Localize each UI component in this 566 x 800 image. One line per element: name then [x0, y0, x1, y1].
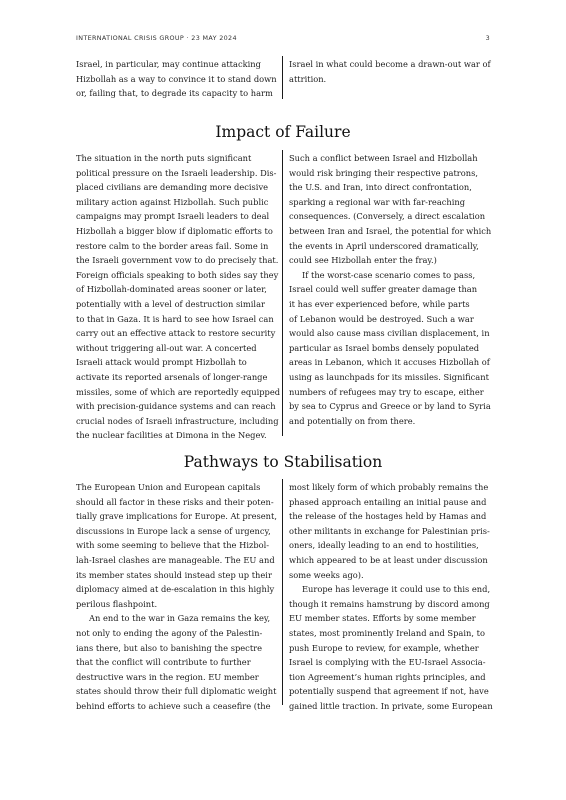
section2-right-column — [289, 480, 494, 714]
text-line: An end to the war in Gaza remains the key, — [89, 613, 271, 624]
section2-left-column — [76, 480, 281, 714]
text-line: lah-Israel clashes are manageable. The EU and — [76, 554, 275, 565]
text-line: The European Union and European capitals — [76, 482, 261, 492]
column-divider — [282, 479, 283, 705]
text-line: numbers of refugees may try to escape, either — [289, 386, 484, 397]
text-line: the nuclear facilities at Dimona in the Negev. — [76, 430, 267, 441]
column-divider — [282, 150, 283, 436]
text-line: could see Hizbollah enter the fray.) — [289, 255, 437, 266]
text-line: political pressure on the Israeli leadership. Dis- — [76, 167, 277, 178]
text-line: other militants in exchange for Palestinian pris- — [289, 525, 490, 536]
text-line: activate its reported arsenals of longer-range — [76, 371, 268, 382]
text-line: Such a conflict between Israel and Hizbollah — [289, 153, 478, 163]
text-line: tially grave implications for Europe. At present, — [76, 511, 277, 522]
text-line: discussions in Europe lack a sense of urgency, — [76, 525, 271, 536]
section1-left-column — [76, 151, 281, 443]
text-line: restore calm to the border areas fail. Some in — [76, 240, 269, 251]
text-line: or, failing that, to degrade its capacity to harm — [76, 88, 273, 99]
text-line: would risk bringing their respective patrons, — [289, 167, 478, 178]
text-line: diplomacy aimed at de-escalation in this highly — [76, 584, 275, 595]
text-line: Hizbollah as a way to convince it to stand down — [76, 73, 277, 84]
intro-left-column — [76, 57, 281, 101]
text-line: between Iran and Israel, the potential for which — [289, 225, 492, 236]
text-line: placed civilians are demanding more decisive — [76, 182, 269, 193]
text-line: destructive wars in the region. EU member — [76, 671, 259, 682]
column-divider — [282, 56, 283, 99]
text-line: campaigns may prompt Israeli leaders to deal — [76, 211, 270, 222]
text-line: Israeli attack would prompt Hizbollah to — [76, 357, 247, 368]
running-header — [76, 34, 490, 44]
text-line: with precision-guidance systems and can reach — [76, 401, 276, 412]
text-line: military action against Hizbollah. Such public — [76, 196, 269, 207]
text-line: oners, ideally leading to an end to hostilities, — [289, 540, 479, 551]
text-line: should all factor in these risks and their poten- — [76, 496, 274, 507]
text-line: Israel in what could become a drawn-out war of — [289, 59, 491, 69]
text-line: Europe has leverage it could use to this end, — [302, 584, 491, 595]
text-line: of Hizbollah-dominated areas sooner or later, — [76, 284, 267, 295]
text-line: states should throw their full diplomatic weight — [76, 686, 277, 697]
text-line: sparking a regional war with far-reaching — [289, 196, 466, 207]
section1-right-column — [289, 151, 494, 428]
text-line: of Lebanon would be destroyed. Such a war — [289, 313, 474, 324]
text-line: without triggering all-out war. A concerted — [76, 342, 257, 353]
text-line: behind efforts to achieve such a ceasefire (the — [76, 700, 271, 711]
text-line: crucial nodes of Israeli infrastructure, including — [76, 415, 279, 426]
text-line: potentially suspend that agreement if not, have — [289, 686, 489, 697]
text-line: EU member states. Efforts by some member — [289, 613, 476, 624]
text-line: that the conflict will contribute to further — [76, 657, 251, 668]
text-line: ians there, but also to banishing the spectre — [76, 642, 263, 653]
text-line: and potentially on from there. — [289, 415, 416, 426]
text-line: not only to ending the agony of the Palestin- — [76, 627, 263, 638]
text-line: would also cause mass civilian displacement, in — [289, 328, 490, 339]
text-line: using as launchpads for its missiles. Significant — [289, 371, 489, 382]
intro-right-column — [289, 57, 494, 86]
text-line: the Israeli government vow to do precisely that. — [76, 255, 279, 266]
text-line: carry out an effective attack to restore security — [76, 328, 276, 339]
section-heading-pathways-to-stabilisation: Pathways to Stabilisation — [183, 453, 383, 471]
text-line: which appeared to be at least under discussion — [289, 554, 488, 565]
text-line: Israel, in particular, may continue attacking — [76, 59, 261, 69]
section-heading-impact-of-failure: Impact of Failure — [215, 123, 351, 141]
text-line: gained little traction. In private, some European — [289, 700, 493, 711]
text-line: by sea to Cyprus and Greece or by land to Syria — [289, 401, 491, 412]
text-line: with some seeming to believe that the Hizbol- — [76, 540, 270, 551]
text-line: states, most prominently Ireland and Spain, to — [289, 627, 485, 638]
text-line: push Europe to review, for example, whether — [289, 642, 479, 653]
text-line: the events in April underscored dramatically, — [289, 240, 479, 251]
header-publisher-date: INTERNATIONAL CRISIS GROUP · 23 MAY 2024 — [76, 34, 237, 42]
text-line: its member states should instead step up their — [76, 569, 272, 580]
text-line: phased approach entailing an initial pause and — [289, 496, 487, 507]
text-line: consequences. (Conversely, a direct escalation — [289, 211, 486, 222]
text-line: some weeks ago). — [289, 569, 364, 580]
text-line: to that in Gaza. It is hard to see how Israel can — [76, 313, 274, 324]
text-line: Foreign officials speaking to both sides say they — [76, 269, 279, 280]
text-line: the release of the hostages held by Hamas and — [289, 511, 487, 522]
text-line: missiles, some of which are reportedly equipped — [76, 386, 281, 397]
text-line: areas in Lebanon, which it accuses Hizbollah of — [289, 357, 490, 368]
text-line: the U.S. and Iran, into direct confrontation, — [289, 182, 472, 193]
text-line: tion Agreement’s human rights principles, and — [289, 671, 486, 682]
text-line: Hizbollah a bigger blow if diplomatic efforts to — [76, 225, 273, 236]
text-line: The situation in the north puts significant — [76, 153, 252, 163]
page-number: 3 — [485, 34, 490, 42]
text-line: attrition. — [289, 73, 327, 84]
text-line: If the worst-case scenario comes to pass, — [302, 269, 476, 280]
text-line: though it remains hamstrung by discord among — [289, 598, 490, 609]
text-line: perilous flashpoint. — [76, 598, 158, 609]
text-line: most likely form of which probably remains the — [289, 482, 489, 492]
text-line: it has ever experienced before, while parts — [289, 298, 470, 309]
text-line: Israel could well suffer greater damage than — [289, 284, 478, 295]
text-line: potentially with a level of destruction similar — [76, 298, 266, 309]
text-line: particular as Israel bombs densely populated — [289, 342, 480, 353]
text-line: Israel is complying with the EU-Israel Associa- — [289, 657, 486, 668]
